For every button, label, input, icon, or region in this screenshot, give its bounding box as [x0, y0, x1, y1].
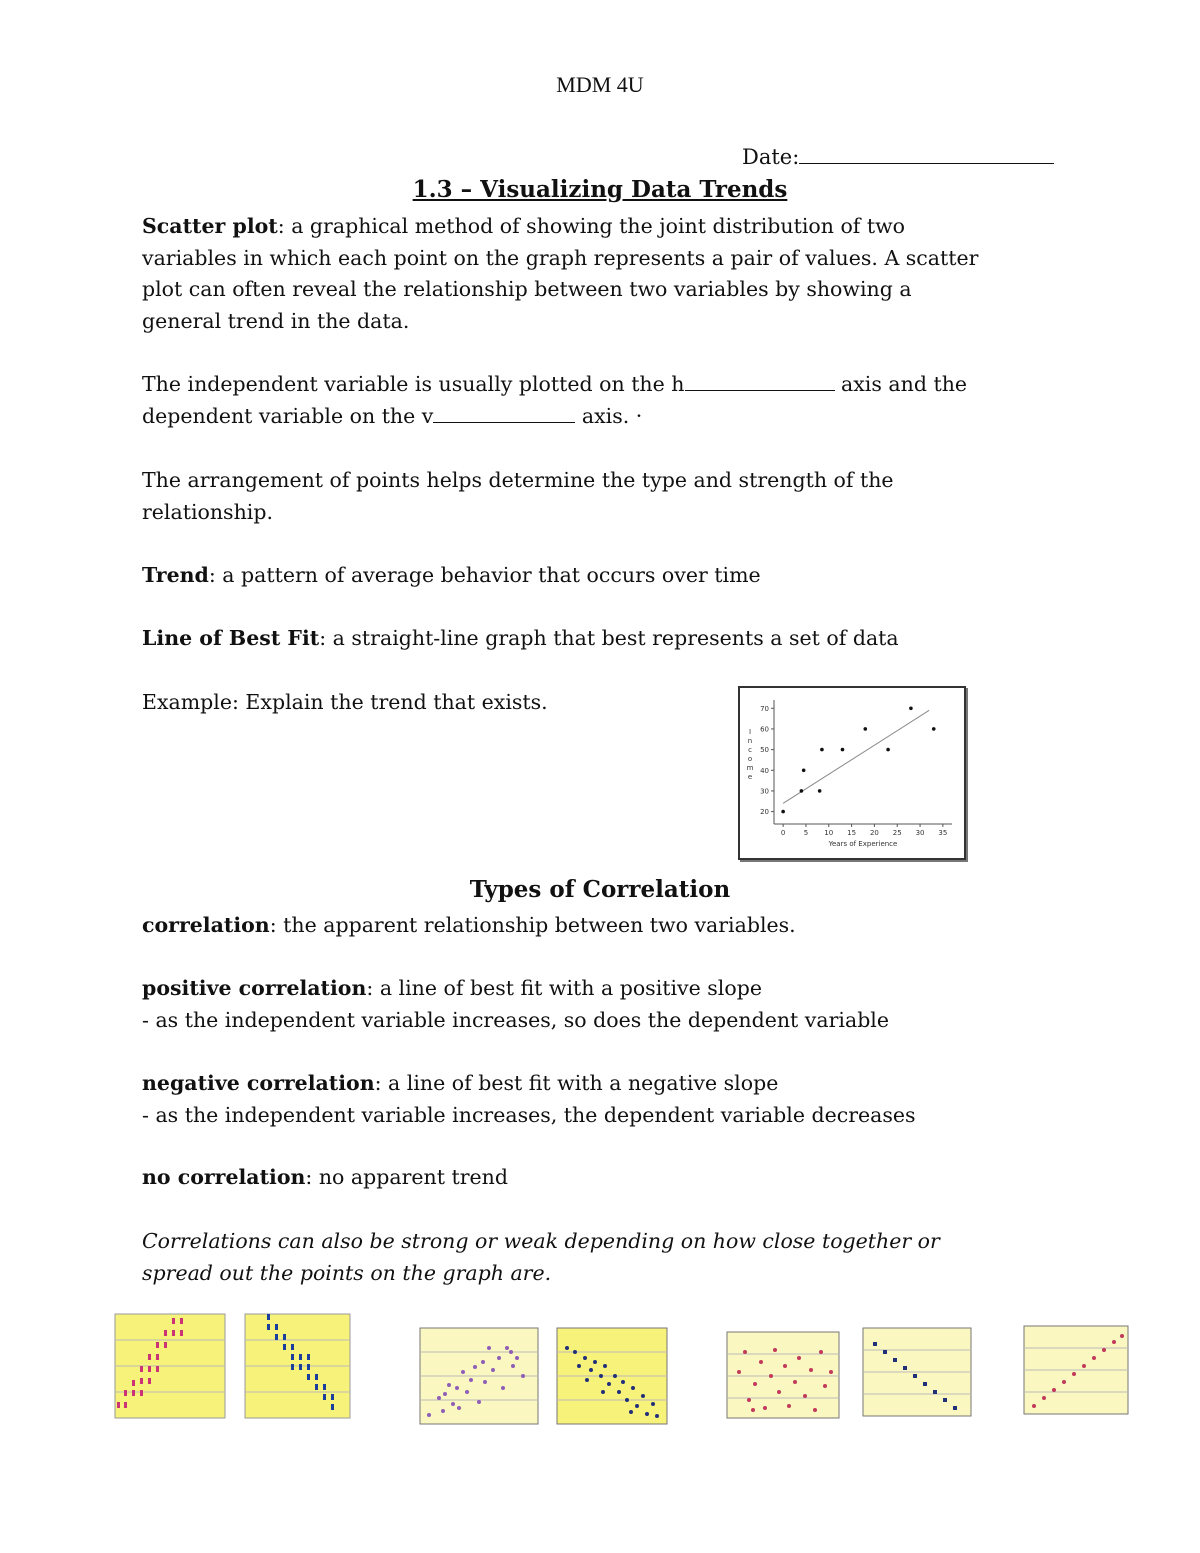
- x-tick-label: 5: [803, 829, 809, 837]
- course-header: MDM 4U: [556, 72, 644, 97]
- trend-definition: [142, 560, 1062, 592]
- strong-positive-and-negative-thumbnails: [95, 1310, 365, 1445]
- data-point: [841, 748, 845, 752]
- y-axis-label-letter: n: [747, 737, 753, 745]
- correlation-term: correlation: [142, 913, 270, 937]
- y-axis-label-letter: o: [747, 755, 753, 763]
- positive-note: - as the independent variable increases, so does the dependent variable: [142, 1007, 889, 1032]
- negative-def: : a line of best fit with a negative slope: [374, 1071, 779, 1095]
- no-correlation-and-perfect-negative-thumbnails: [715, 1322, 985, 1432]
- closing-line-1: Correlations can also be strong or weak depending on how close together or: [142, 1229, 940, 1253]
- scatter-definition: [142, 211, 1062, 337]
- y-axis-label-letter: e: [747, 773, 753, 781]
- x-tick-label: 15: [847, 829, 857, 837]
- negative-term: negative correlation: [142, 1071, 375, 1095]
- perfect-positive-thumbnail: [1010, 1318, 1140, 1423]
- axes-line-1b: axis and the: [834, 372, 968, 396]
- correlation-definition: [142, 910, 1062, 942]
- no-correlation-def: : no apparent trend: [305, 1165, 508, 1189]
- negative-correlation-definition: [142, 1068, 1062, 1131]
- arrangement-line-1: The arrangement of points helps determine the type and strength of the: [142, 468, 894, 492]
- data-point: [909, 706, 913, 710]
- trend-term: Trend: [142, 563, 209, 587]
- vertical-blank[interactable]: [433, 408, 575, 423]
- date-field: [742, 145, 1054, 169]
- positive-def: : a line of best fit with a positive slope: [366, 976, 762, 1000]
- y-tick-label: 20: [760, 808, 769, 817]
- example-prompt: Example: Explain the trend that exists.: [142, 690, 548, 714]
- y-axis-label-letter: I: [748, 728, 752, 736]
- no-correlation-definition: [142, 1162, 1062, 1194]
- x-tick-label: 0: [780, 829, 786, 837]
- types-of-correlation-heading: Types of Correlation: [469, 876, 731, 903]
- data-point: [802, 768, 806, 772]
- trend-line: [783, 710, 929, 803]
- scatter-def-line-3: plot can often reveal the relationship between two variables by showing a: [142, 277, 912, 301]
- scatter-term: Scatter plot: [142, 214, 278, 238]
- data-point: [863, 727, 867, 731]
- x-axis-label: Years of Experience: [828, 840, 898, 848]
- positive-correlation-definition: [142, 973, 1062, 1036]
- y-tick-label: 60: [760, 725, 769, 734]
- moderate-positive-and-negative-thumbnails: [405, 1322, 680, 1447]
- axes-line-2b: axis. ·: [575, 403, 643, 428]
- data-point: [800, 789, 804, 793]
- data-point: [932, 727, 936, 731]
- arrangement-paragraph: [142, 465, 1062, 528]
- y-tick-label: 30: [760, 787, 769, 796]
- y-axis-label-letter: m: [746, 764, 754, 772]
- horizontal-blank[interactable]: [685, 376, 835, 391]
- y-tick-label: 40: [760, 766, 769, 775]
- y-tick-label: 70: [760, 704, 769, 713]
- axes-line-1a: The independent variable is usually plotted on the h: [142, 372, 685, 396]
- scatter-def-line-4: general trend in the data.: [142, 308, 410, 333]
- x-tick-label: 10: [824, 829, 834, 837]
- trend-def: : a pattern of average behavior that occurs over time: [208, 563, 761, 587]
- example-scatter-svg: [740, 688, 964, 858]
- x-tick-label: 25: [892, 829, 902, 837]
- panel-no-correlation: [727, 1332, 839, 1418]
- arrangement-line-2: relationship.: [142, 499, 273, 524]
- scatter-def-line-2: variables in which each point on the graph represents a pair of values. A scatter: [142, 245, 979, 270]
- x-tick-label: 20: [869, 829, 879, 837]
- example-scatter-chart: [738, 686, 966, 860]
- x-tick-label: 35: [938, 829, 948, 837]
- best-fit-def: : a straight-line graph that best represents a set of data: [319, 626, 899, 650]
- scatter-def-line-1: : a graphical method of showing the joint distribution of two: [277, 214, 906, 238]
- data-point: [886, 748, 890, 752]
- data-point: [820, 748, 824, 752]
- date-blank[interactable]: [799, 145, 1054, 164]
- date-label: Date:: [742, 145, 800, 169]
- best-fit-term: Line of Best Fit: [142, 626, 320, 650]
- data-point: [818, 789, 822, 793]
- axes-line-2a: dependent variable on the v: [142, 403, 434, 428]
- negative-note: - as the independent variable increases, the dependent variable decreases: [142, 1102, 916, 1127]
- closing-note: [142, 1226, 1062, 1289]
- positive-term: positive correlation: [142, 976, 367, 1000]
- best-fit-definition: [142, 623, 1062, 655]
- page-title: 1.3 – Visualizing Data Trends: [412, 176, 788, 203]
- correlation-def: : the apparent relationship between two variables.: [269, 913, 796, 937]
- closing-line-2: spread out the points on the graph are.: [142, 1260, 552, 1285]
- x-tick-label: 30: [915, 829, 925, 837]
- axes-paragraph: [142, 369, 1062, 432]
- data-point: [781, 810, 785, 814]
- no-correlation-term: no correlation: [142, 1165, 306, 1189]
- y-tick-label: 50: [760, 746, 769, 755]
- y-axis-label-letter: c: [748, 746, 752, 754]
